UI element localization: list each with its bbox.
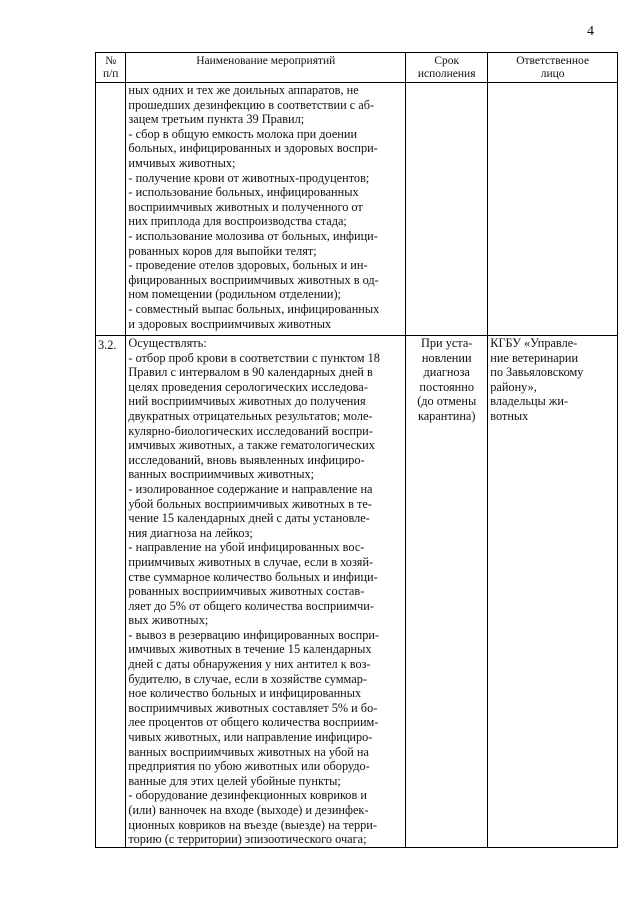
- header-num: № п/п: [96, 53, 126, 83]
- row-num: [96, 83, 126, 336]
- row-responsible: [488, 83, 618, 336]
- header-term: Срок исполнения: [406, 53, 488, 83]
- row-term: [406, 83, 488, 336]
- row-name: Осуществлять: - отбор проб крови в соответствии с пунктом 18 Правил с интервалом в 90 календарных дней в целях проведения серологических исследова- ний восприимчивых животных до получения двукратных отрицательных результатов; моле- кулярно-биологических исследований воспри- имчивых животных, а также гематологических исследований, вновь выявленных инфициро- ванных восприимчивых животных; - изолированное содержание и направление на убой больных восприимчивых животных в те- чение 15 календарных дней с даты установле- ния диагноза на лейкоз; - направление на убой инфицированных вос- приимчивых животных в случае, если в хозяй- стве суммарное количество больных и инфици- рованных восприимчивых животных состав- ляет до 5% от общего количества восприимчи- вых животных; - вывоз в резервацию инфицированных воспри- имчивых животных в течение 15 календарных дней с даты обнаружения у них антител к воз- будителю, в случае, если в хозяйстве суммар- ное количество больных и инфицированных восприимчивых животных составляет 5% и бо- лее процентов от общего количества восприим- чивых животных, или направление инфициро- ванных восприимчивых животных на убой на предприятия по убою животных или оборудо- ванные для этих целей убойные пункты; - оборудование дезинфекционных ковриков и (или) ванночек на входе (выходе) и дезинфек- ционных ковриков на въезде (выезде) на терри- торию (с территории) эпизоотического очага;: [126, 336, 406, 848]
- row-responsible: КГБУ «Управле- ние ветеринарии по Завьяловскому району», владельцы жи- вотных: [488, 336, 618, 848]
- row-num: 3.2.: [96, 336, 126, 848]
- header-responsible: Ответственное лицо: [488, 53, 618, 83]
- table-row: [96, 83, 618, 336]
- measures-table: [95, 52, 618, 848]
- row-term: При уста- новлении диагноза постоянно (до отмены карантина): [406, 336, 488, 848]
- table-header-row: [96, 53, 618, 83]
- row-name: ных одних и тех же доильных аппаратов, не прошедших дезинфекцию в соответствии с аб- зацем третьим пункта 39 Правил; - сбор в общую емкость молока при доении больных, инфицированных и здоровых воспри- имчивых животных; - получение крови от животных-продуцентов; - использование больных, инфицированных восприимчивых животных и полученного от них приплода для воспроизводства стада; - использование молозива от больных, инфици- рованных коров для выпойки телят; - проведение отелов здоровых, больных и ин- фицированных восприимчивых животных в од- ном помещении (родильном отделении); - совместный выпас больных, инфицированных и здоровых восприимчивых животных: [126, 83, 406, 336]
- header-name: Наименование мероприятий: [126, 53, 406, 83]
- table-row: [96, 336, 618, 848]
- page-number: 4: [587, 24, 594, 39]
